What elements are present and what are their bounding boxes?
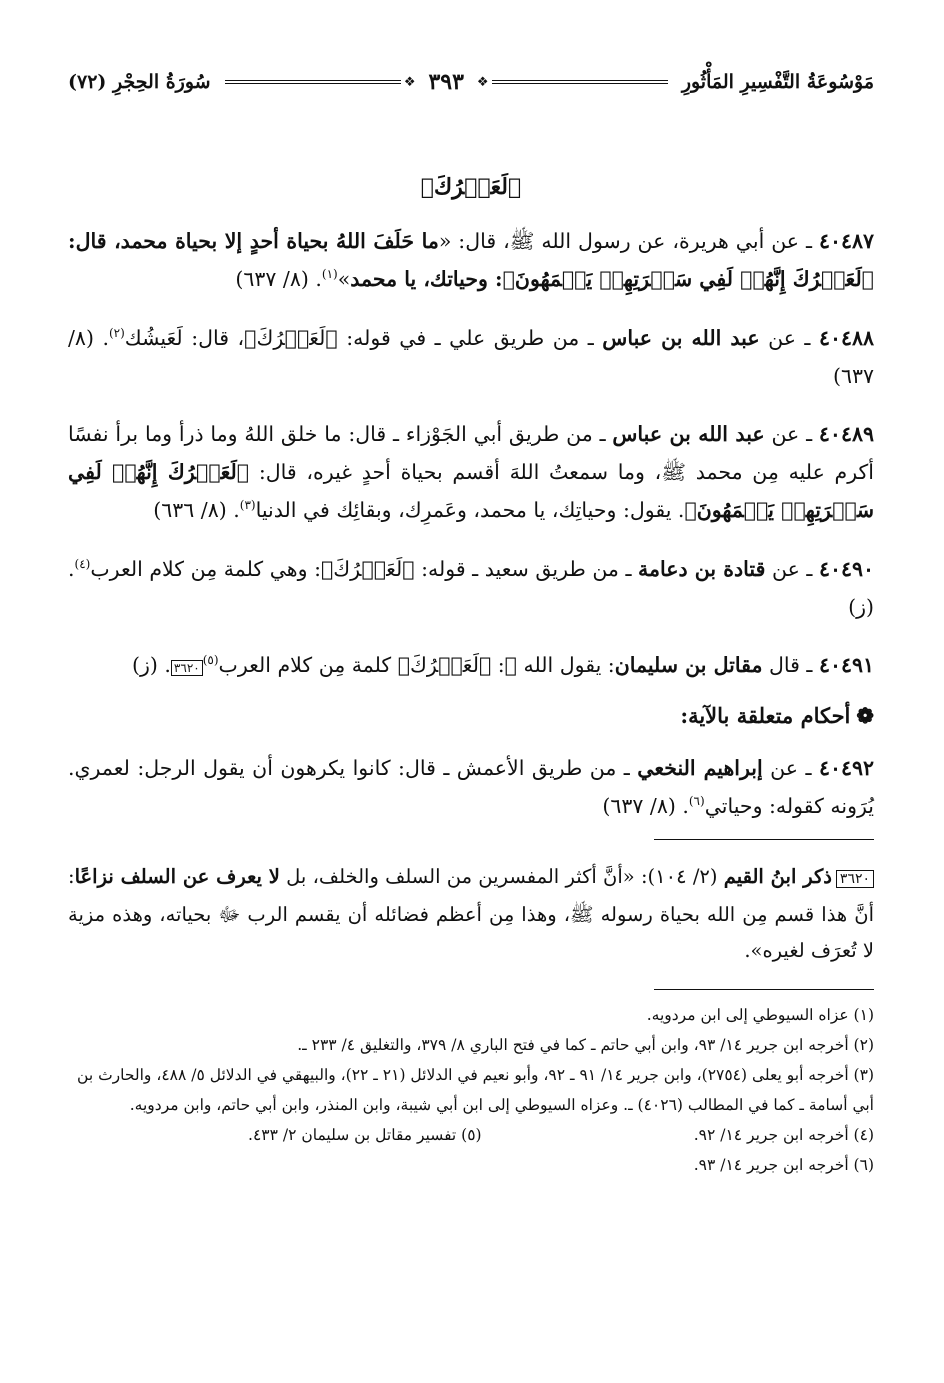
note-title: ذكر ابنُ القيم: [723, 865, 832, 888]
footnote-marker[interactable]: (٢): [108, 325, 125, 340]
note-text: : أنَّ هذا قسم مِن الله بحياة رسوله ﷺ، وهذا مِن أعظم فضائله أن يقسم الرب ﷻ بحياته، وهذه مزية لا تُعرَف لغيره».: [68, 865, 874, 962]
note-text: (٢/ ١٠٤): «أنَّ أكثر المفسرين من السلف والخلف، بل: [279, 865, 724, 888]
entry-number: ٤٠٤٩٠: [818, 556, 874, 581]
entry-number: ٤٠٤٨٧: [818, 229, 874, 253]
section-title-text: أحكام متعلقة بالآية:: [680, 703, 851, 728]
narrator-name: عبد الله بن عباس: [602, 325, 760, 350]
entry-text: ـ من طريق سعيد ـ قوله: ﴿لَعَمۡرُكَ﴾: وهي كلمة مِن كلام العرب: [90, 556, 639, 581]
running-header: [68, 62, 874, 102]
footnote-marker[interactable]: (٣): [239, 498, 256, 513]
entry-reference: . (٨/ ٦٣٧): [235, 267, 322, 291]
hadith-text: : وحياتك، يا محمد: [350, 267, 503, 291]
footnote-5: (٥) تفسير مقاتل بن سليمان ٢/ ٤٣٣.: [248, 1125, 482, 1144]
entry-text: »: [337, 267, 351, 291]
entry-reference: . (٨/ ٦٣٧): [602, 793, 689, 818]
footnote-2: (٢) أخرجه ابن جرير ١٤/ ٩٣، وابن أبي حاتم ـ كما في فتح الباري ٨/ ٣٧٩، والتغليق ٤/ ٢٣٣ ـ.: [297, 1035, 874, 1054]
entry-number: ٤٠٤٨٩: [818, 422, 874, 446]
entry-reference: . (ز): [68, 556, 874, 619]
quran-text: ﴿لَعَمۡرُكَ إِنَّهُمۡ لَفِي سَكۡرَتِهِمۡ يَعۡمَهُونَ﴾: [502, 267, 874, 291]
entry-reference: . (٨/ ٦٣٦): [153, 498, 240, 522]
narrator-name: قتادة بن دعامة: [638, 556, 766, 581]
commentary-note: [68, 859, 874, 969]
quran-text: ﴿لَعَمۡرُكَ إِنَّهُمۡ لَفِي سَكۡرَتِهِمۡ يَعۡمَهُونَ﴾: [68, 460, 874, 522]
note-bold-text: لا يعرف عن السلف نزاعًا: [74, 865, 280, 888]
footnote-marker[interactable]: (٤): [74, 556, 91, 571]
entry-40489: ٤٠٤٨٩ ـ عن عبد الله بن عباس ـ من طريق أبي الجَوْزاء ـ قال: ما خلق اللهُ وما ذرأ وما برأ نفسًا أكرم عليه مِن محمد ﷺ، وما سمعتُ اللهَ أقسم بحياة أحدٍ غيره، قال: ﴿لَعَمۡرُكَ إِنَّهُمۡ لَفِي سَكۡرَتِهِمۡ يَعۡمَهُونَ﴾. يقول: وحياتِك، يا محمد، وعَمرِك، وبقائِك في الدنيا$^{(٣)}$. (٨/ ٦٣٦): [68, 422, 874, 522]
page: [68, 62, 874, 1180]
note-reference-box[interactable]: ٣٦٢٠: [171, 660, 203, 676]
footnote-3: (٣) أخرجه أبو يعلى (٢٧٥٤)، وابن جرير ١٤/ ٩١ ـ ٩٢، وأبو نعيم في الدلائل (٢١ ـ ٢٢)، والبيهقي في الدلائل ٥/ ٤٨٨، والحارث بن أبي أسامة ـ كما في المطالب (٤٠٢٦) ـ. وعزاه السيوطي إلى ابن أبي شيبة، وابن المنذر، وابن أبي حاتم، وابن مردويه.: [77, 1065, 874, 1114]
entry-text: ـ من طريق الأعمش ـ قال: كانوا يكرهون أن يقول الرجل: لعمري. يُرَونه كقوله: وحياتي: [68, 755, 874, 818]
book-title: مَوْسُوعَةُ التَّفْسِيرِ المَأْثُورِ: [681, 71, 874, 93]
entry-reference: . (٨/ ٦٣٧): [68, 325, 874, 388]
entry-number: ٤٠٤٨٨: [818, 325, 874, 350]
entry-number: ٤٠٤٩١: [818, 653, 874, 677]
entry-text: ـ عن أبي هريرة، عن رسول الله ﷺ، قال: «: [438, 229, 819, 253]
narrator-name: عبد الله بن عباس: [612, 422, 765, 446]
section-title: [68, 703, 874, 728]
ornament-icon: ❖: [476, 74, 489, 90]
entry-40487: [68, 222, 874, 298]
verse-heading: ﴿لَعَمۡرُكَ﴾: [420, 174, 522, 200]
entry-text: ـ من طريق علي ـ في قوله: ﴿لَعَمۡرُكَ﴾، قال: لَعَيشُك: [124, 325, 603, 350]
note-reference-box: ٣٦٢٠: [836, 870, 874, 888]
ornament-icon: ❖: [403, 74, 416, 90]
surah-name: سُورَةُ الحِجْرِ (٧٢): [68, 71, 211, 93]
entry-reference: . (ز): [131, 653, 171, 677]
entry-text: ـ من طريق أبي الجَوْزاء ـ قال: ما خلق اللهُ وما ذرأ وما برأ نفسًا أكرم عليه مِن محمد ﷺ، وما سمعتُ اللهَ أقسم بحياة أحدٍ غيره، قال:: [68, 422, 874, 484]
entry-text: : يقول الله ﷻ: ﴿لَعَمۡرُكَ﴾ كلمة مِن كلام العرب: [218, 653, 615, 677]
entry-40490: ٤٠٤٩٠ ـ عن قتادة بن دعامة ـ من طريق سعيد ـ قوله: ﴿لَعَمۡرُكَ﴾: وهي كلمة مِن كلام العرب$^{(٤)}$. (ز): [68, 556, 874, 619]
header-rule-left: [225, 80, 401, 84]
footnote-divider: [654, 989, 874, 990]
header-rule-right: [492, 80, 668, 84]
footnote-marker[interactable]: (٥): [202, 653, 219, 668]
footnote-marker[interactable]: (٦): [688, 793, 705, 808]
hadith-text: ما حَلَفَ اللهُ بحياة أحدٍ إلا بحياة محمد، قال:: [68, 229, 439, 253]
footnote-1: (١) عزاه السيوطي إلى ابن مردويه.: [646, 1005, 874, 1024]
entry-40488: ٤٠٤٨٨ ـ عن عبد الله بن عباس ـ من طريق علي ـ في قوله: ﴿لَعَمۡرُكَ﴾، قال: لَعَيشُك$^{(٢)}$. (٨/ ٦٣٧): [68, 325, 874, 388]
header-center: [225, 69, 668, 95]
page-number: ٣٩٣: [428, 69, 464, 95]
entry-40491: ٤٠٤٩١ ـ قال مقاتل بن سليمان: يقول الله ﷻ: ﴿لَعَمۡرُكَ﴾ كلمة مِن كلام العرب$^{(٥)}$٣٦٢٠. (ز): [131, 653, 874, 677]
flower-icon: ❁: [856, 703, 874, 728]
footnote-6: (٦) أخرجه ابن جرير ١٤/ ٩٣.: [693, 1155, 874, 1174]
narrator-name: إبراهيم النخعي: [637, 755, 763, 780]
entry-text: . يقول: وحياتِك، يا محمد، وعَمرِك، وبقائِك في الدنيا: [255, 498, 685, 522]
narrator-name: مقاتل بن سليمان: [614, 653, 763, 677]
footnotes: [68, 1000, 874, 1180]
footnote-row: [68, 1120, 874, 1150]
footnote-4: (٤) أخرجه ابن جرير ١٤/ ٩٢.: [693, 1125, 874, 1144]
entry-40492: ٤٠٤٩٢ ـ عن إبراهيم النخعي ـ من طريق الأعمش ـ قال: كانوا يكرهون أن يقول الرجل: لعمري. يُرَونه كقوله: وحياتي$^{(٦)}$. (٨/ ٦٣٧): [68, 755, 874, 818]
footnote-marker[interactable]: (١): [321, 267, 338, 282]
note-divider: [654, 839, 874, 840]
entry-number: ٤٠٤٩٢: [818, 755, 874, 780]
